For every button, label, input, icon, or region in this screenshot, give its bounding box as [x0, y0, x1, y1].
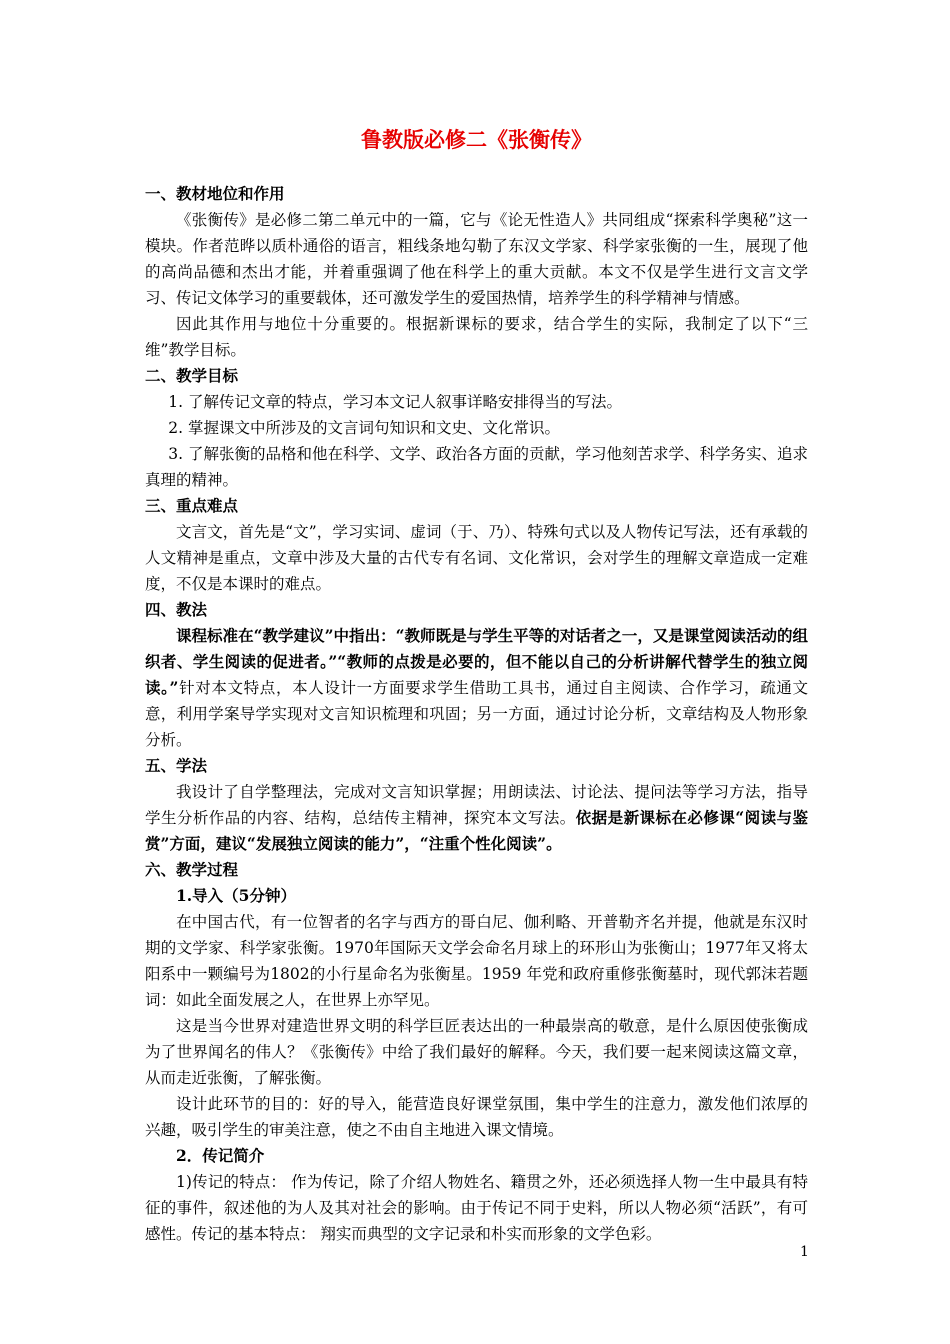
paragraph: 《张衡传》是必修二第二单元中的一篇，它与《论无性造人》共同组成“探索科学奥秘”这一模块。作者范晔以质朴通俗的语言，粗线条地勾勒了东汉文学家、科学家张衡的一生，展现了他的高尚品德和杰出才能，并着重强调了他在科学上的重大贡献。本文不仅是学生进行文言文学习、传记文体学习的重要载体，还可激发学生的爱国热情，培养学生的科学精神与情感。 — [145, 211, 808, 307]
paragraph: 这是当今世界对建造世界文明的科学巨匠表达出的一种最崇高的敬意，是什么原因使张衡成为了世界闻名的伟人？《张衡传》中给了我们最好的解释。今天，我们要一起来阅读这篇文章，从而走近张衡，了解张衡。 — [145, 1017, 808, 1087]
paragraph-text: 针对本文特点，本人设计一方面要求学生借助工具书，通过自主阅读、合作学习，疏通文意，利用学案导学实现对文言知识梳理和巩固；另一方面，通过讨论分析，文章结构及人物形象分析。 — [145, 679, 808, 749]
paragraph: 文言文，首先是“文”，学习实词、虚词（于、乃）、特殊句式以及人物传记写法，还有承载的人文精神是重点，文章中涉及大量的古代专有名词、文化常识，会对学生的理解文章造成一定难度，不仅是本课时的难点。 — [145, 523, 808, 593]
list-item: 3. 了解张衡的品格和他在科学、文学、政治各方面的贡献，学习他刻苦求学、科学务实、追求真理的精神。 — [145, 445, 808, 489]
bold-quote: 课程标准在“教学建议”中指出：“教师既是与学生平等的对话者之一，又是课堂阅读活动的组织者、学生阅读的促进者。”“教师的点拨是必要的，但不能以自己的分析讲解代替学生的独立阅读。” — [145, 626, 808, 697]
subheading: 1.导入（5分钟） — [176, 886, 296, 905]
subheading: 2．传记简介 — [176, 1146, 265, 1165]
section-heading-2: 二、教学目标 — [145, 366, 239, 385]
section-heading-1: 一、教材地位和作用 — [145, 184, 285, 203]
paragraph — [145, 623, 808, 753]
page-number: 1 — [800, 1244, 809, 1260]
list-item: 1. 了解传记文章的特点，学习本文记人叙事详略安排得当的写法。 — [168, 393, 622, 411]
paragraph: 1)传记的特点： 作为传记，除了介绍人物姓名、籍贯之外，还必须选择人物一生中最具有特征的事件，叙述他的为人及其对社会的影响。由于传记不同于史料，所以人物必须“活跃”，有可感性。传记的基本特点： 翔实而典型的文字记录和朴实而形象的文学色彩。 — [145, 1173, 808, 1243]
document-title: 鲁教版必修二《张衡传》 — [361, 127, 592, 152]
paragraph: 在中国古代，有一位智者的名字与西方的哥白尼、伽利略、开普勒齐名并提，他就是东汉时期的文学家、科学家张衡。1970年国际天文学会命名月球上的环形山为张衡山；1977年又将太阳系中一颗编号为1802的小行星命名为张衡星。1959 年党和政府重修张衡墓时，现代郭沫若题词：如此全面发展之人，在世界上亦罕见。 — [145, 913, 808, 1009]
paragraph: 设计此环节的目的：好的导入，能营造良好课堂氛围，集中学生的注意力，激发他们浓厚的兴趣，吸引学生的审美注意，使之不由自主地进入课文情境。 — [145, 1095, 808, 1139]
document-body — [145, 125, 808, 1247]
paragraph — [145, 779, 808, 857]
section-heading-4: 四、教法 — [145, 600, 208, 619]
section-heading-6: 六、教学过程 — [145, 860, 239, 879]
bold-text: 依据是新课标在必修课“阅读与鉴赏”方面，建议“发展独立阅读的能力”，“注重个性化阅读”。 — [145, 808, 808, 853]
section-heading-5: 五、学法 — [145, 756, 208, 775]
list-item: 2. 掌握课文中所涉及的文言词句知识和文史、文化常识。 — [168, 419, 560, 437]
section-heading-3: 三、重点难点 — [145, 496, 239, 515]
paragraph: 因此其作用与地位十分重要的。根据新课标的要求，结合学生的实际，我制定了以下“三维”教学目标。 — [145, 315, 808, 359]
paragraph-text: 我设计了自学整理法，完成对文言知识掌握；用朗读法、讨论法、提问法等学习方法，指导学生分析作品的内容、结构，总结传主精神，探究本文写法。 — [145, 783, 808, 827]
